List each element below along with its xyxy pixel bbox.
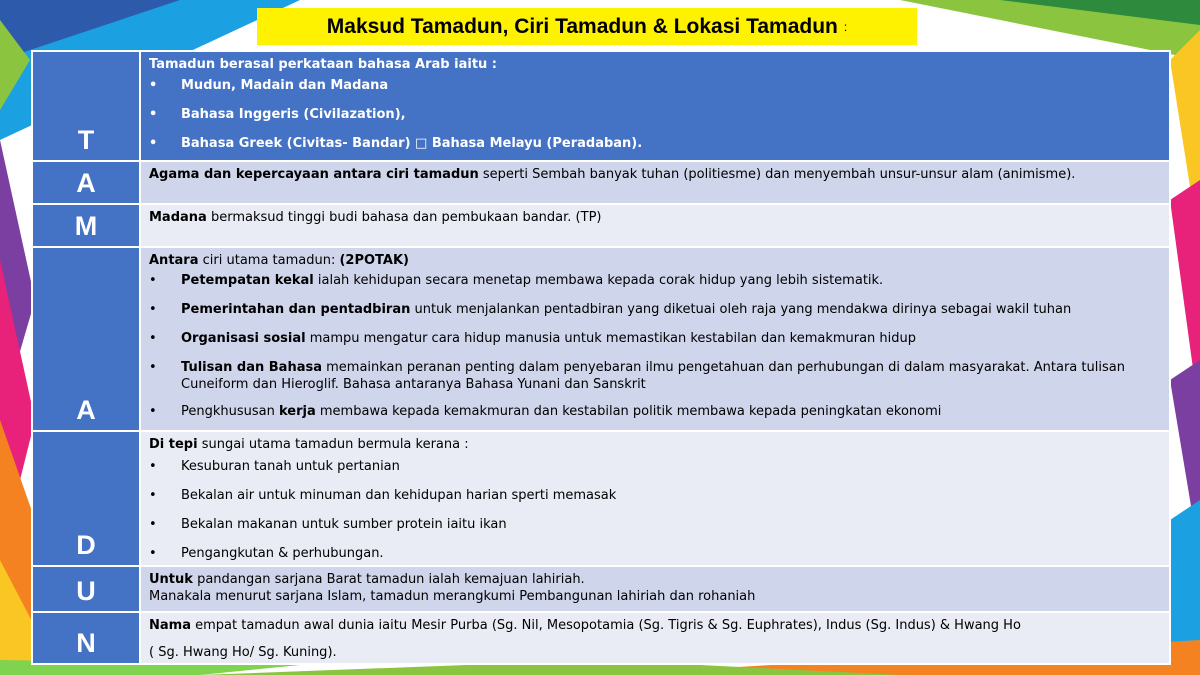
row-m-bold: Madana [149,210,207,225]
row-u-text: pandangan sarjana Barat tamadun ialah kemajuan lahiriah. [192,572,585,587]
item-bold: Petempatan kekal [181,273,314,288]
content-t [140,51,1170,161]
list-item: • Mudun, Madain dan Madana [149,77,1159,94]
letter-n: N [32,612,140,664]
row-m-text: bermaksud tinggi budi bahasa dan pembukaan bandar. (TP) [206,210,602,225]
letter-t: T [32,51,140,161]
item-text: untuk menjalankan pentadbiran yang diketuai oleh raja yang mendakwa dirinya sebagai wakil tuhan [410,302,1072,317]
content-a2 [140,247,1170,431]
row-m [32,204,1170,247]
content-u [140,566,1170,612]
row-n-text: empat tamadun awal dunia iaitu Mesir Purba (Sg. Nil, Mesopotamia (Sg. Tigris & Sg. Euphrates), Indus (Sg. Indus) & Hwang Ho [190,618,1021,633]
tamadun-acrostic-table [31,50,1171,665]
list-item: • Kesuburan tanah untuk pertanian [149,458,1159,475]
row-a2-intro-bold: Antara [149,253,199,268]
letter-m: M [32,204,140,247]
row-a2 [32,247,1170,431]
row-a2-list [149,272,1159,420]
letter-d: D [32,431,140,566]
item-text: mampu mengatur cara hidup manusia untuk memastikan kestabilan dan kemakmuran hidup [305,331,917,346]
row-a1-text: seperti Sembah banyak tuhan (politiesme) dan menyembah unsur-unsur alam (animisme). [478,167,1076,182]
content-a1 [140,161,1170,204]
list-item [149,272,1159,289]
letter-a2: A [32,247,140,431]
list-item [149,403,1159,420]
letter-a1: A [32,161,140,204]
row-n [32,612,1170,664]
row-a2-intro-text: ciri utama tamadun: [198,253,340,268]
row-u-bold: Untuk [149,572,193,587]
slide-title-suffix: : [843,19,848,34]
list-item: • Bekalan air untuk minuman dan kehidupan harian sperti memasak [149,487,1159,504]
row-a1 [32,161,1170,204]
item-text: memainkan peranan penting dalam penyebaran ilmu pengetahuan dan perhubungan di dalam masyarakat. Antara tulisan Cuneiform dan Hieroglif. Bahasa antaranya Bahasa Yunani dan Sanskrit [181,360,1125,392]
row-a2-intro [149,252,1159,269]
row-t-list [149,77,1159,152]
row-d-intro-bold: Di tepi [149,437,198,452]
item-bold: Tulisan dan Bahasa [181,360,322,375]
list-item [149,301,1159,318]
row-d [32,431,1170,566]
content-n [140,612,1170,664]
row-a1-bold: Agama dan kepercayaan antara ciri tamadun [149,167,479,182]
item-text: ialah kehidupan secara menetap membawa kepada corak hidup yang lebih sistematik. [313,273,884,288]
row-n-line2: ( Sg. Hwang Ho/ Sg. Kuning). [149,645,337,660]
content-d [140,431,1170,566]
row-u-line1 [149,571,1159,588]
list-item: • Pengangkutan & perhubungan. [149,545,1159,562]
row-d-intro-text: sungai utama tamadun bermula kerana : [197,437,469,452]
row-n-line1 [149,617,1159,634]
list-item: • Bahasa Inggeris (Civilazation), [149,106,1159,123]
item-text-pre: Pengkhususan [181,404,279,419]
row-u [32,566,1170,612]
list-item: • Bahasa Greek (Civitas- Bandar) □ Bahasa Melayu (Peradaban). [149,135,1159,152]
row-t [32,51,1170,161]
row-d-intro [149,436,1159,453]
letter-u: U [32,566,140,612]
row-d-list [149,458,1159,562]
row-a2-intro-code: (2POTAK) [339,253,409,268]
item-text: membawa kepada kemakmuran dan kestabilan politik membawa kepada peningkatan ekonomi [315,404,942,419]
slide-title-text: Maksud Tamadun, Ciri Tamadun & Lokasi Tamadun [326,14,838,38]
row-n-bold: Nama [149,618,191,633]
item-bold: Pemerintahan dan pentadbiran [181,302,411,317]
slide-title [257,8,917,45]
content-m [140,204,1170,247]
row-t-intro: Tamadun berasal perkataan bahasa Arab iaitu : [149,57,498,72]
list-item [149,330,1159,347]
item-bold: Organisasi sosial [181,331,306,346]
list-item [149,359,1159,393]
row-u-line2: Manakala menurut sarjana Islam, tamadun merangkumi Pembangunan lahiriah dan rohaniah [149,589,756,604]
item-bold: kerja [279,404,316,419]
list-item: • Bekalan makanan untuk sumber protein iaitu ikan [149,516,1159,533]
